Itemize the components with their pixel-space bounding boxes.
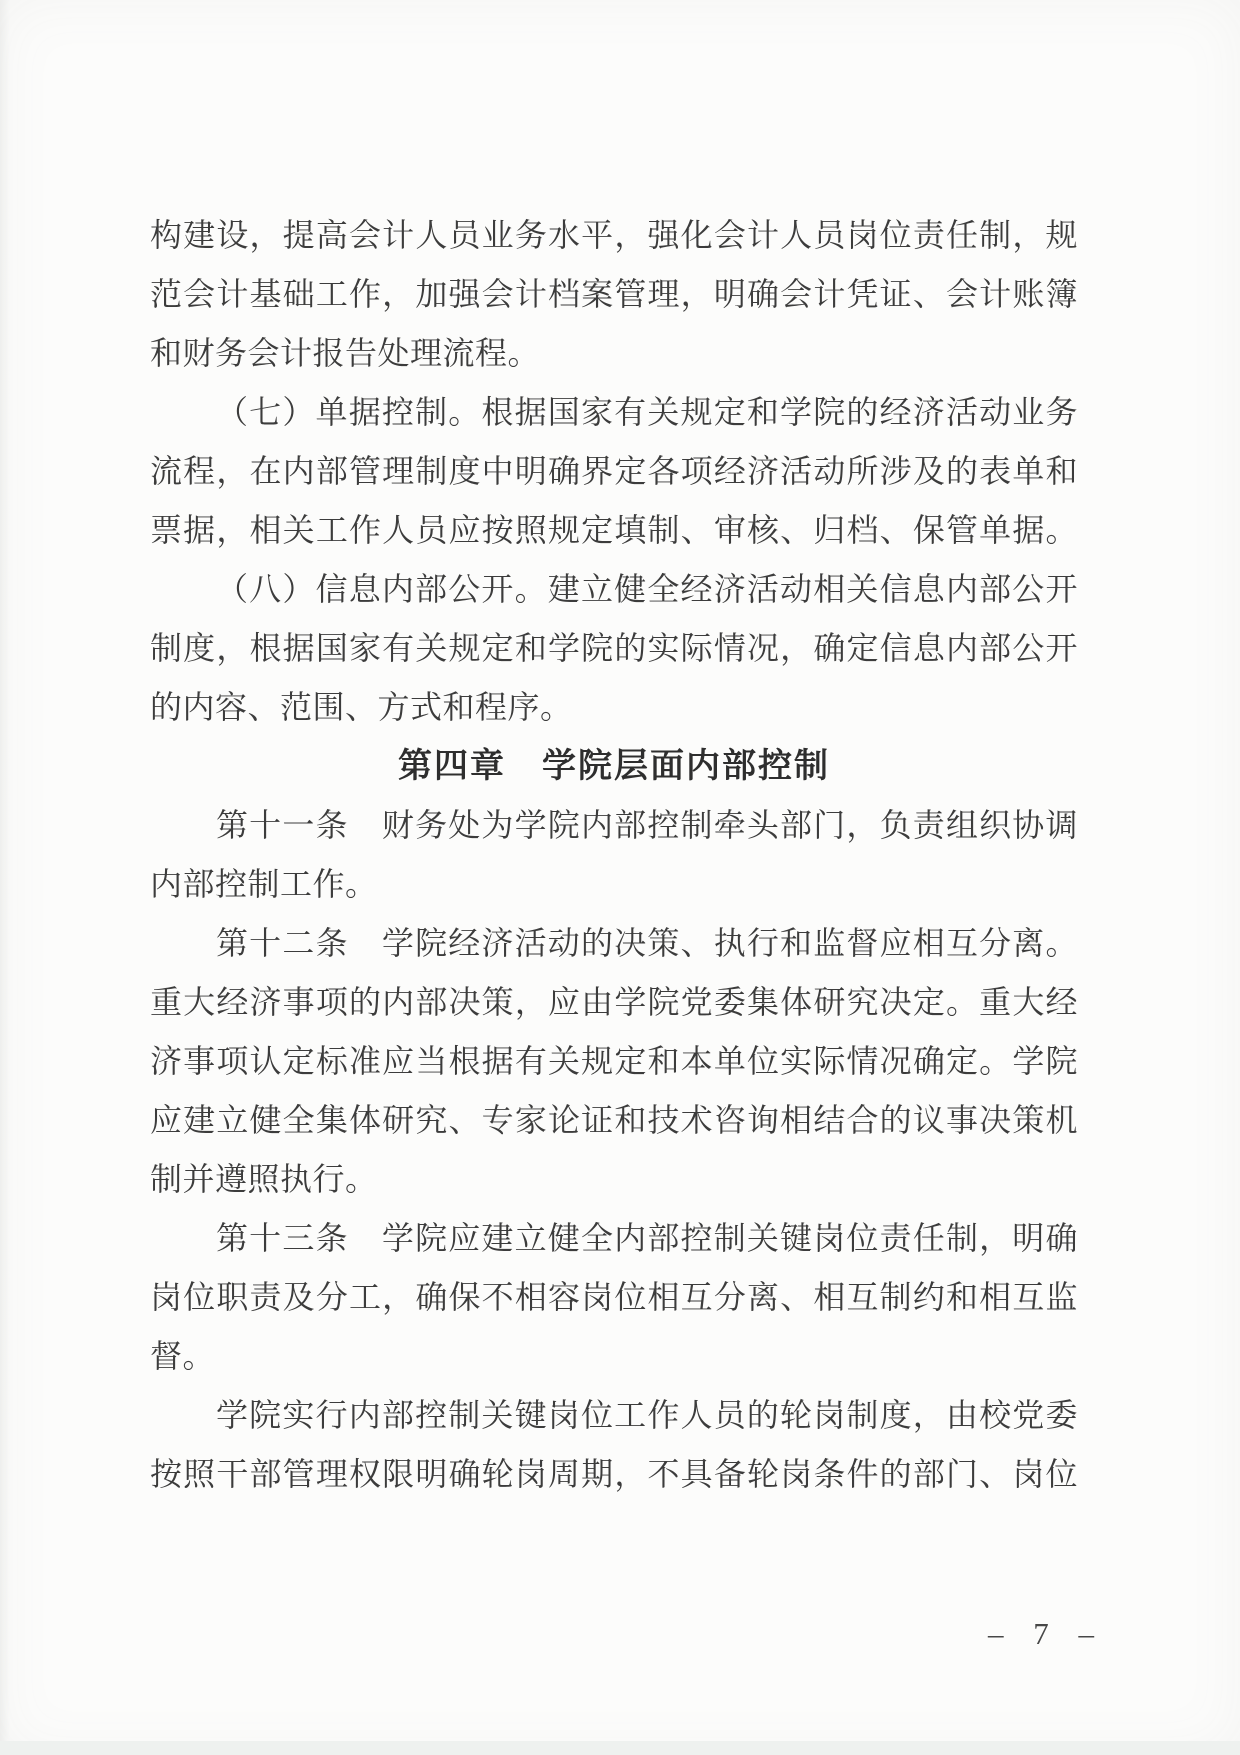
text-line-02: 范会计基础工作，加强会计档案管理，明确会计凭证、会计账簿	[150, 276, 1078, 312]
text-line-17: 第十三条 学院应建立健全内部控制关键岗位责任制，明确	[216, 1220, 1078, 1256]
text-line-16: 制并遵照执行。	[150, 1161, 378, 1197]
text-line-14: 济事项认定标准应当根据有关规定和本单位实际情况确定。学院	[150, 1043, 1078, 1079]
text-line-09: 的内容、范围、方式和程序。	[150, 689, 573, 725]
document-body	[150, 206, 1078, 1504]
text-line-05: 流程，在内部管理制度中明确界定各项经济活动所涉及的表单和	[150, 453, 1078, 489]
text-line-03: 和财务会计报告处理流程。	[150, 335, 541, 371]
text-line-04: （七）单据控制。根据国家有关规定和学院的经济活动业务	[216, 394, 1078, 430]
text-line-10: 第十一条 财务处为学院内部控制牵头部门，负责组织协调	[216, 807, 1078, 843]
text-line-15: 应建立健全集体研究、专家论证和技术咨询相结合的议事决策机	[150, 1102, 1078, 1138]
chapter-heading: 第四章 学院层面内部控制	[398, 748, 830, 785]
text-line-06: 票据，相关工作人员应按照规定填制、审核、归档、保管单据。	[150, 512, 1078, 548]
text-line-18: 岗位职责及分工，确保不相容岗位相互分离、相互制约和相互监	[150, 1279, 1078, 1315]
scan-edge-shadow	[0, 0, 10, 1755]
text-line-13: 重大经济事项的内部决策，应由学院党委集体研究决定。重大经	[150, 984, 1078, 1020]
scan-edge-bottom	[0, 1741, 1240, 1755]
text-line-12: 第十二条 学院经济活动的决策、执行和监督应相互分离。	[216, 925, 1078, 961]
text-line-20: 学院实行内部控制关键岗位工作人员的轮岗制度，由校党委	[216, 1397, 1078, 1433]
text-line-21: 按照干部管理权限明确轮岗周期，不具备轮岗条件的部门、岗位	[150, 1456, 1078, 1492]
text-line-07: （八）信息内部公开。建立健全经济活动相关信息内部公开	[216, 571, 1078, 607]
page-number: – 7 –	[988, 1616, 1097, 1651]
text-line-08: 制度，根据国家有关规定和学院的实际情况，确定信息内部公开	[150, 630, 1078, 666]
text-line-19: 督。	[150, 1338, 216, 1374]
text-line-11: 内部控制工作。	[150, 866, 378, 902]
text-line-01: 构建设，提高会计人员业务水平，强化会计人员岗位责任制，规	[150, 217, 1078, 253]
